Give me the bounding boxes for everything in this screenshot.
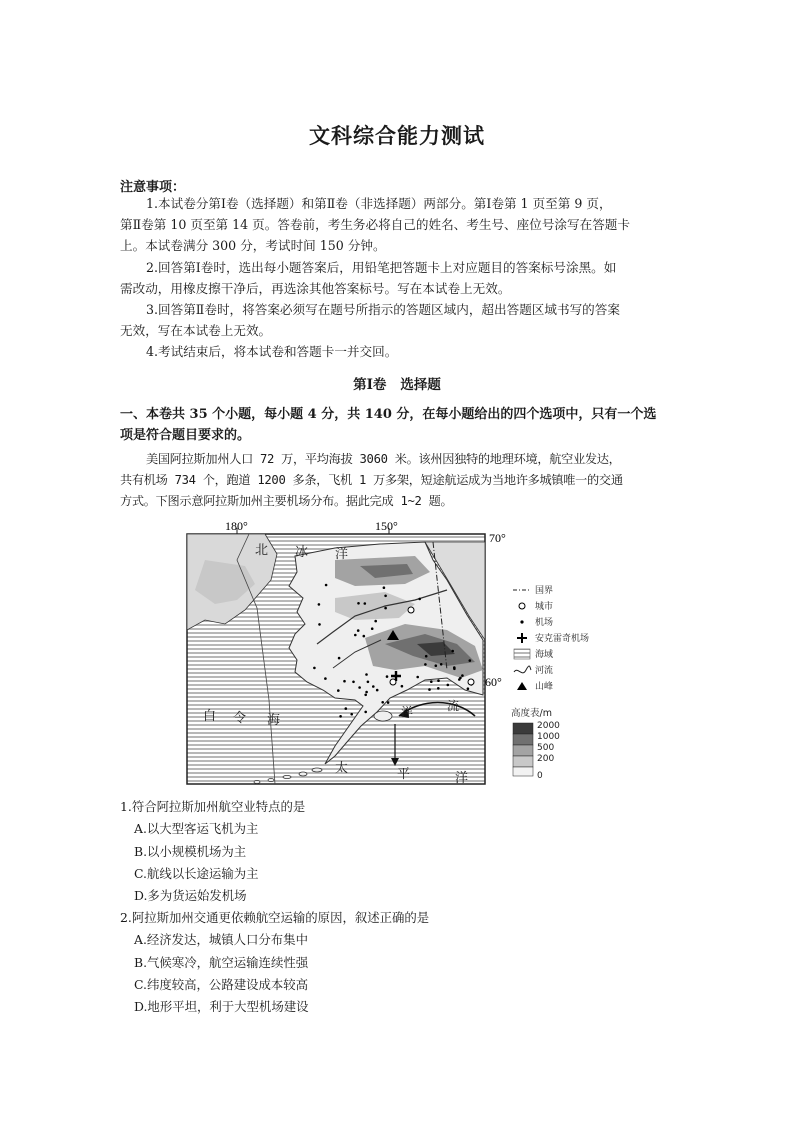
elevation-swatch [513, 767, 533, 776]
option-c[interactable]: C.纬度较高，公路建设成本较高 [134, 976, 309, 992]
airport-dot [437, 679, 440, 682]
legend-label: 河流 [535, 666, 554, 676]
stem-line: 方式。下图示意阿拉斯加州主要机场分布。据此完成 1~2 题。 [120, 494, 453, 508]
notice-item-2-line: 2.回答第Ⅰ卷时，选出每小题答案后，用铅笔把答题卡上对应题目的答案标号涂黑。如 [146, 260, 617, 275]
airport-dot [313, 667, 316, 670]
airport-dot [364, 602, 367, 605]
instructions-line: 项是符合题目要求的。 [120, 428, 251, 443]
airport-dot [352, 681, 355, 684]
airport-dot [358, 686, 361, 689]
airport-dot [469, 659, 472, 662]
airport-dot [371, 627, 374, 630]
question-stem-text: 1.符合阿拉斯加州航空业特点的是 [120, 799, 306, 814]
airport-dot [437, 687, 440, 690]
sea-label-char: 北 [255, 543, 269, 558]
notice-item-3-line: 3.回答第Ⅱ卷时，将答案必须写在题号所指示的答题区域内，超出答题区域书写的答案 [146, 302, 620, 317]
elevation-title: 高度表/m [511, 708, 552, 719]
city-marker [468, 679, 474, 685]
airport-dot [428, 688, 431, 691]
airport-dot [440, 663, 443, 666]
elevation-tick: 2000 [537, 721, 560, 731]
airport-dot [364, 711, 367, 714]
lat-label: 70° [489, 531, 506, 545]
stem-line: 共有机场 734 个，跑道 1200 多条，飞机 1 万多架，短途航运成为当地许多城镇唯一的交通 [120, 473, 623, 487]
legend-label: 海域 [535, 650, 554, 660]
airport-dot [367, 681, 370, 684]
notice-item-1-line: 第Ⅱ卷第 10 页至第 14 页。答卷前，考生务必将自己的姓名、考生号、座位号涂写在答题卡 [120, 217, 630, 232]
notice-item-1 [120, 193, 680, 256]
airport-dot [447, 684, 450, 687]
airport-dot [338, 657, 341, 660]
airport-dot [318, 603, 321, 606]
airport-dot [387, 701, 390, 704]
airport-dot [453, 668, 456, 671]
airport-dot [401, 685, 404, 688]
airport-dot [435, 664, 438, 667]
airport-dot [345, 707, 348, 710]
question-1 [120, 796, 680, 907]
elevation-swatch [513, 745, 533, 756]
elevation-swatch [513, 734, 533, 745]
airport-dot [381, 701, 384, 704]
airport-dot [337, 689, 340, 692]
airport-dot [324, 677, 327, 680]
sea-label-char: 流 [447, 699, 460, 713]
lat-label: 60° [485, 675, 502, 689]
sea-label-char: 海 [267, 713, 281, 728]
notice-item-1-line: 上。本试卷满分 300 分，考试时间 150 分钟。 [120, 238, 386, 253]
legend-label: 城市 [535, 602, 554, 612]
legend-label: 机场 [535, 618, 554, 628]
option-a[interactable]: A.以大型客运飞机为主 [134, 821, 259, 837]
airport-dot [451, 650, 454, 653]
option-a[interactable]: A.经济发达，城镇人口分布集中 [134, 932, 308, 948]
notice-item-4 [120, 341, 680, 362]
sea-label-char: 平 [397, 767, 411, 782]
airport-dot [364, 694, 367, 697]
legend-label: 安克雷奇机场 [535, 634, 590, 644]
elevation-swatch [513, 756, 533, 767]
airport-dot [376, 689, 379, 692]
airport-dot [363, 635, 366, 638]
airport-dot [339, 715, 342, 718]
elevation-tick: 200 [537, 754, 555, 764]
airport-dot [424, 663, 427, 666]
airport-dot [416, 676, 419, 679]
map-legend [511, 585, 589, 781]
notice-item-2 [120, 257, 680, 299]
sea-label-char: 白 [203, 709, 217, 724]
section-part: 第Ⅰ卷 [353, 377, 387, 393]
sea-label-char: 冰 [295, 545, 309, 560]
instructions-line: 一、本卷共 35 个小题，每小题 4 分，共 140 分，在每小题给出的四个选项中，只有一个选 [120, 407, 657, 422]
airport-dot [461, 674, 464, 677]
airport-dot [354, 634, 357, 637]
section-instructions [120, 404, 680, 446]
airport-dot [357, 629, 360, 632]
question-2 [120, 907, 680, 1018]
legend-label: 国界 [535, 586, 554, 596]
lon-label: 180° [225, 520, 248, 533]
airport-dot [365, 691, 368, 694]
notice-item-3-line: 无效，写在本试卷上无效。 [120, 323, 272, 338]
airport-dot [467, 687, 470, 690]
city-marker [390, 679, 396, 685]
airport-dot [459, 677, 462, 680]
airport-dot [357, 602, 360, 605]
option-d[interactable]: D.地形平坦，利于大型机场建设 [134, 999, 309, 1015]
option-d[interactable]: D.多为货运始发机场 [134, 888, 247, 904]
airport-dot [318, 623, 321, 626]
airport-dot [325, 584, 328, 587]
option-b[interactable]: B.以小规模机场为主 [134, 843, 247, 859]
option-b[interactable]: B.气候寒冷，航空运输连续性强 [134, 954, 309, 970]
notice-item-2-line: 需改动，用橡皮擦干净后，再选涂其他答案标号。写在本试卷上无效。 [120, 281, 511, 296]
kodiak-island [374, 711, 392, 721]
sea-label-char: 洋 [455, 771, 469, 786]
notice-item-1-line: 1.本试卷分第Ⅰ卷（选择题）和第Ⅱ卷（非选择题）两部分。第Ⅰ卷第 1 页至第 9 页， [146, 196, 612, 211]
airport-dot [418, 598, 421, 601]
elevation-tick: 0 [537, 771, 543, 781]
question-stem [120, 449, 680, 512]
option-c[interactable]: C.航线以长途运输为主 [134, 865, 259, 881]
sea-label-char: 洋 [401, 705, 414, 719]
airport-dot [350, 713, 353, 716]
airport-dot [343, 680, 346, 683]
airport-dot [425, 655, 428, 658]
legend-label: 山峰 [535, 682, 554, 692]
airport-dot [430, 680, 433, 683]
airport-dot [383, 586, 386, 589]
lon-label: 150° [375, 520, 398, 533]
page-title: 文科综合能力测试 [309, 123, 485, 148]
airport-dot [372, 685, 375, 688]
airport-dot [384, 595, 387, 598]
airport-dot [384, 607, 387, 610]
airport-dot [386, 675, 389, 678]
city-marker [408, 607, 414, 613]
sea-label-char: 洋 [335, 547, 349, 562]
elevation-tick: 500 [537, 743, 555, 753]
notice-item-4-line: 4.考试结束后，将本试卷和答题卡一并交回。 [146, 344, 398, 359]
elevation-swatch [513, 723, 533, 734]
elevation-tick: 1000 [537, 732, 560, 742]
notice-heading: 注意事项： [120, 180, 186, 195]
alaska-airport-map [185, 520, 645, 788]
notice-item-3 [120, 299, 680, 341]
sea-label-char: 令 [233, 711, 247, 726]
stem-line: 美国阿拉斯加州人口 72 万，平均海拔 3060 米。该州因独特的地理环境，航空业发达， [146, 452, 621, 466]
airport-dot [365, 673, 368, 676]
sea-label-char: 太 [335, 761, 349, 776]
section-name: 选择题 [400, 377, 441, 393]
section-heading [0, 373, 794, 393]
question-stem-text: 2.阿拉斯加州交通更依赖航空运输的原因，叙述正确的是 [120, 910, 430, 925]
airport-dot [374, 620, 377, 623]
